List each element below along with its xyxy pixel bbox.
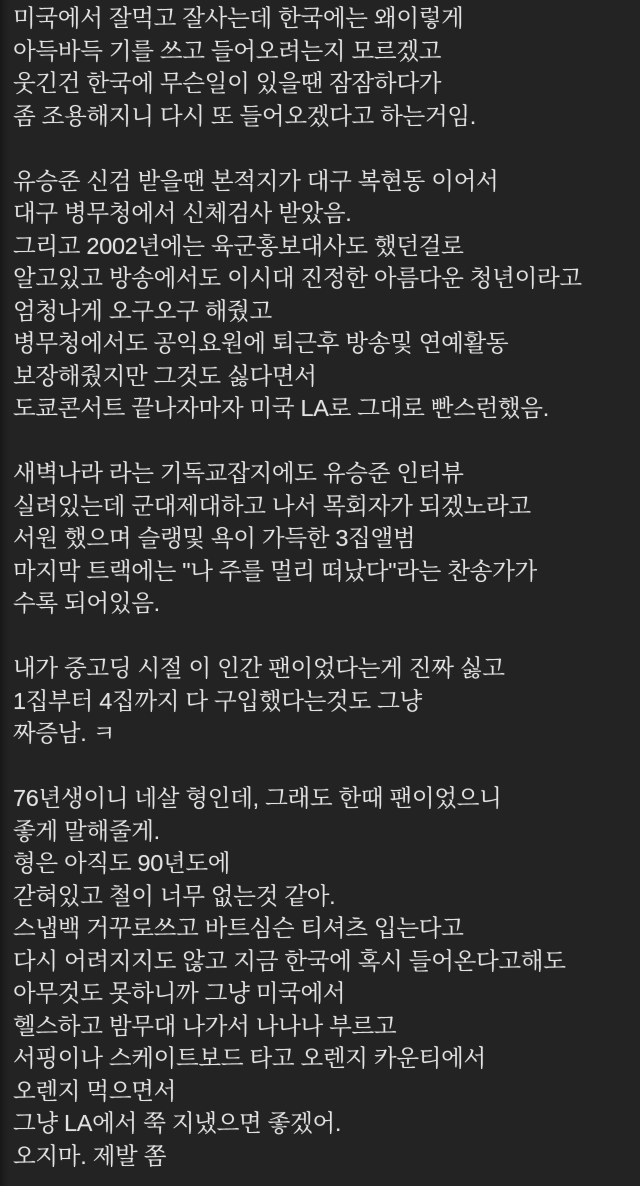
text-line: 알고있고 방송에서도 이시대 진정한 아름다운 청년이라고: [13, 265, 582, 291]
text-line: 웃긴건 한국에 무슨일이 있을땐 잠잠하다가: [13, 70, 442, 96]
text-line: 마지막 트랙에는 "나 주를 멀리 떠났다"라는 찬송가가: [13, 557, 537, 584]
blank-line: [13, 425, 630, 458]
text-line: 1집부터 4집까지 다 구입했다는것도 그냥: [13, 687, 422, 714]
text-line: 내가 중고딩 시절 이 인간 팬이었다는게 진짜 싫고: [13, 655, 505, 681]
text-line: 좀 조용해지니 다시 또 들어오겠다고 하는거임.: [13, 102, 476, 129]
text-line: 유승준 신검 받을땐 본적지가 대구 복현동 이어서: [13, 167, 499, 194]
text-line: 76년생이니 네살 형인데, 그래도 한때 팬이었으니: [13, 785, 502, 811]
text-line: 아득바득 기를 쓰고 들어오려는지 모르겠고: [13, 37, 442, 64]
text-line: 다시 어려지지도 않고 지금 한국에 혹시 들어온다고해도: [13, 947, 566, 974]
text-line: 오렌지 먹으면서: [13, 1077, 177, 1104]
text-line: 엄청나게 오구오구 해줬고: [13, 297, 272, 324]
text-line: 서핑이나 스케이트보드 타고 오렌지 카운티에서: [13, 1045, 486, 1071]
blank-line: [13, 750, 630, 783]
text-line: 그리고 2002년에는 육군홍보대사도 했던걸로: [13, 232, 464, 259]
blank-line: [13, 132, 630, 165]
text-line: 보장해줬지만 그것도 싫다면서: [13, 362, 317, 389]
text-line: 새벽나라 라는 기독교잡지에도 유승준 인터뷰: [13, 460, 464, 486]
text-line: 병무청에서도 공익요원에 퇴근후 방송및 연예활동: [13, 330, 509, 356]
text-line: 서원 했으며 슬랭및 욕이 가득한 3집앨범: [13, 525, 416, 551]
text-line: 스냅백 거꾸로쓰고 바트심슨 티셔츠 입는다고: [13, 915, 464, 941]
text-line: 도쿄콘서트 끝나자마자 미국 LA로 그대로 빤스런했음.: [13, 395, 549, 421]
text-line: 그냥 LA에서 쭉 지냈으면 좋겠어.: [13, 1110, 342, 1136]
text-line: 좋게 말해줄게.: [13, 817, 160, 844]
text-line: 헬스하고 밤무대 나가서 나나나 부르고: [13, 1012, 397, 1039]
text-line: 아무것도 못하니까 그냥 미국에서: [13, 980, 346, 1006]
text-line: 짜증남. ㅋ: [13, 720, 116, 746]
text-line: 형은 아직도 90년도에: [13, 850, 231, 876]
text-line: 미국에서 잘먹고 잘사는데 한국에는 왜이렇게: [13, 5, 464, 31]
text-line: 갇혀있고 철이 너무 없는것 같아.: [13, 882, 336, 909]
text-line: 실려있는데 군대제대하고 나서 목회자가 되겠노라고: [13, 492, 531, 519]
text-line: 수록 되어있음.: [13, 590, 160, 616]
text-line: 대구 병무청에서 신체검사 받았음.: [13, 200, 352, 226]
text-line: 오지마. 제발 쫌: [13, 1142, 167, 1169]
blank-line: [13, 620, 630, 653]
